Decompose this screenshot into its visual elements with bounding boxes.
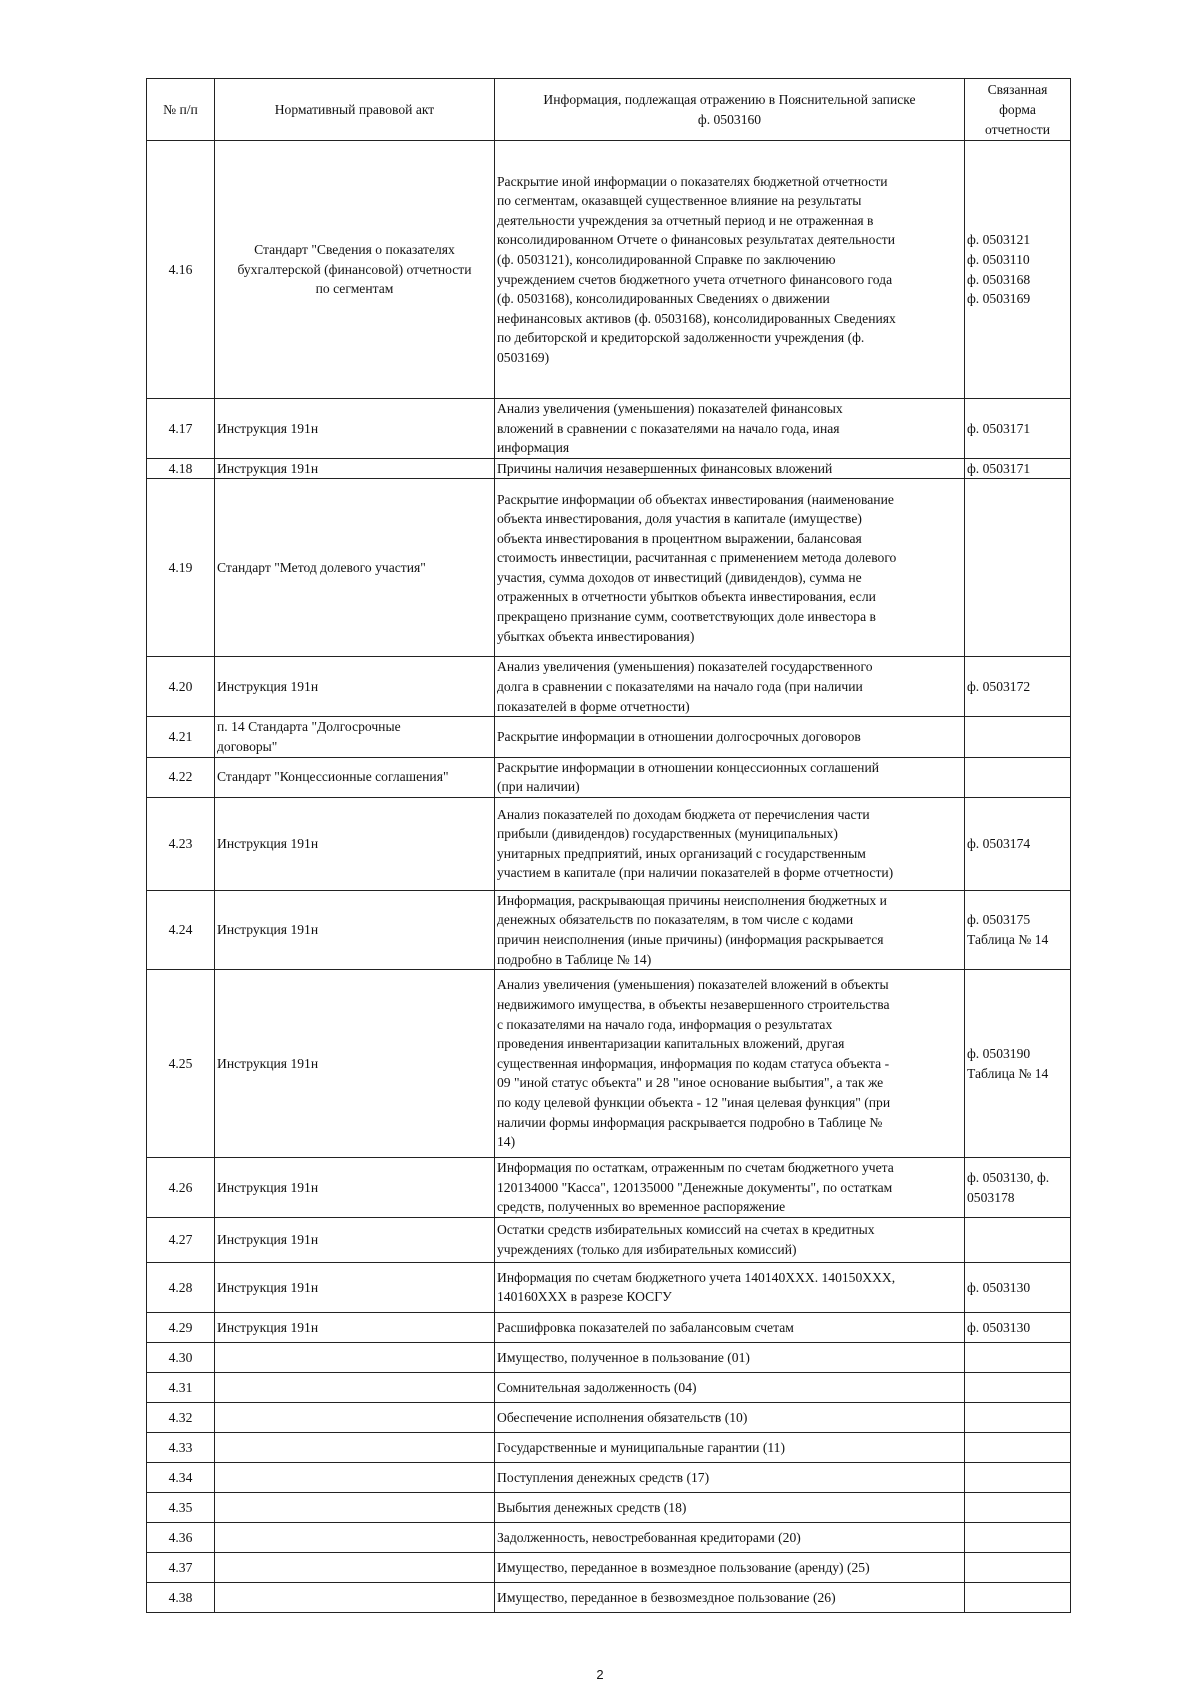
legal-act-cell [215, 399, 495, 459]
legal-act-cell [215, 1342, 495, 1372]
info-cell-line: существенная информация, информация по кодам статуса объекта - [497, 1055, 890, 1071]
related-form-cell [965, 1312, 1071, 1342]
table-header-row [147, 79, 1071, 141]
related-form-cell-line: ф. 0503168 [967, 271, 1031, 287]
info-cell-line: Имущество, переданное в возмездное пользование (аренду) (25) [497, 1559, 870, 1575]
related-form-cell [965, 797, 1071, 890]
info-cell-line: Анализ увеличения (уменьшения) показателей вложений в объекты [497, 977, 889, 993]
table-row [147, 458, 1071, 479]
legal-act-cell-line: Инструкция 191н [217, 460, 319, 476]
legal-act-cell [215, 1158, 495, 1218]
legal-act-cell-line: по сегментам [315, 281, 394, 297]
info-cell [495, 141, 965, 399]
legal-act-cell [215, 970, 495, 1158]
legal-act-cell [215, 1552, 495, 1582]
row-number: 4.27 [147, 1217, 215, 1262]
table-row [147, 1158, 1071, 1218]
related-form-cell [965, 1462, 1071, 1492]
table-row [147, 479, 1071, 657]
info-cell-line: наличии формы информация раскрывается подробно в Таблице № [497, 1114, 883, 1130]
table-row [147, 797, 1071, 890]
related-form-cell-line: ф. 0503121 [967, 232, 1031, 248]
related-form-cell [965, 757, 1071, 797]
info-cell-line: Имущество, переданное в безвозмездное пользование (26) [497, 1589, 836, 1605]
info-cell-line: Задолженность, невостребованная кредиторами (20) [497, 1529, 801, 1545]
info-cell-line: Расшифровка показателей по забалансовым счетам [497, 1319, 794, 1335]
info-cell-line: (ф. 0503121), консолидированной Справке по заключению [497, 251, 836, 267]
legal-act-cell-line: Инструкция 191н [217, 922, 319, 938]
legal-act-cell [215, 1262, 495, 1312]
related-form-cell-line: ф. 0503110 [967, 251, 1030, 267]
row-number: 4.34 [147, 1462, 215, 1492]
info-cell-line: 0503169) [497, 349, 550, 365]
info-cell-line: Информация по счетам бюджетного учета 140140ХХХ. 140150ХХХ, [497, 1269, 896, 1285]
related-form-cell [965, 1402, 1071, 1432]
info-cell-line: Раскрытие информации в отношении долгосрочных договоров [497, 729, 861, 745]
info-cell [495, 797, 965, 890]
info-cell [495, 1262, 965, 1312]
info-cell [495, 657, 965, 717]
related-form-cell [965, 1158, 1071, 1218]
legal-act-cell-line: Инструкция 191н [217, 835, 319, 851]
legal-act-cell [215, 797, 495, 890]
row-number: 4.18 [147, 458, 215, 479]
info-cell [495, 1402, 965, 1432]
legal-act-cell [215, 1522, 495, 1552]
row-number: 4.37 [147, 1552, 215, 1582]
related-form-cell [965, 399, 1071, 459]
row-number: 4.23 [147, 797, 215, 890]
info-cell-line: прекращено признание сумм, соответствующих доле инвестора в [497, 609, 876, 625]
legal-act-cell-line: Стандарт "Концессионные соглашения" [217, 769, 449, 785]
table-row [147, 717, 1071, 757]
row-number: 4.32 [147, 1402, 215, 1432]
related-form-cell-line: ф. 0503172 [967, 679, 1031, 695]
table-row [147, 757, 1071, 797]
info-cell-line: показателей в форме отчетности) [497, 698, 690, 714]
info-cell-line: убытках объекта инвестирования) [497, 628, 695, 644]
info-cell [495, 479, 965, 657]
related-form-cell-line: ф. 0503130 [967, 1319, 1031, 1335]
info-cell-line: денежных обязательств по показателям, в том числе с кодами [497, 912, 854, 928]
info-cell-line: долга в сравнении с показателями на начало года (при наличии [497, 679, 863, 695]
related-form-cell [965, 1217, 1071, 1262]
row-number: 4.16 [147, 141, 215, 399]
info-cell-line: 09 "иной статус объекта" и 28 "иное основание выбытия", а так же [497, 1075, 884, 1091]
related-form-cell-line: ф. 0503174 [967, 835, 1031, 851]
legal-act-cell-line: Стандарт "Сведения о показателях [254, 242, 455, 258]
legal-act-cell [215, 1432, 495, 1462]
table-row [147, 1262, 1071, 1312]
info-cell-line: прибыли (дивидендов) государственных (муниципальных) [497, 826, 838, 842]
related-form-cell [965, 1262, 1071, 1312]
info-cell-line: учреждениях (только для избирательных комиссий) [497, 1241, 797, 1257]
info-cell-line: Выбытия денежных средств (18) [497, 1499, 687, 1515]
info-cell-line: 140160ХХХ в разрезе КОСГУ [497, 1289, 672, 1305]
row-number: 4.35 [147, 1492, 215, 1522]
header-form [965, 79, 1071, 141]
table-row [147, 1582, 1071, 1612]
info-cell-line: Остатки средств избирательных комиссий на счетах в кредитных [497, 1222, 875, 1238]
table-body [147, 141, 1071, 1613]
related-form-cell [965, 1492, 1071, 1522]
info-cell-line: причин неисполнения (иные причины) (информация раскрывается [497, 931, 884, 947]
row-number: 4.36 [147, 1522, 215, 1552]
info-cell [495, 717, 965, 757]
table-row [147, 399, 1071, 459]
info-cell-line: (при наличии) [497, 779, 580, 795]
related-form-cell [965, 717, 1071, 757]
legal-act-cell [215, 1582, 495, 1612]
related-form-cell-line: 0503178 [967, 1189, 1015, 1205]
info-cell [495, 1582, 965, 1612]
info-cell [495, 1492, 965, 1522]
legal-act-cell [215, 1492, 495, 1522]
info-cell-line: Анализ показателей по доходам бюджета от перечисления части [497, 806, 870, 822]
info-cell-line: вложений в сравнении с показателями на начало года, иная [497, 420, 840, 436]
legal-act-cell-line: Инструкция 191н [217, 679, 319, 695]
legal-act-cell [215, 890, 495, 969]
related-form-cell [965, 890, 1071, 969]
row-number: 4.20 [147, 657, 215, 717]
legal-act-cell-line: Стандарт "Метод долевого участия" [217, 560, 426, 576]
legal-act-cell [215, 657, 495, 717]
info-cell-line: по дебиторской и кредиторской задолженности учреждения (ф. [497, 330, 865, 346]
row-number: 4.30 [147, 1342, 215, 1372]
table-row [147, 1492, 1071, 1522]
legal-act-cell [215, 717, 495, 757]
info-cell-line: объекта инвестирования в процентном выражении, балансовая [497, 530, 862, 546]
info-cell [495, 1312, 965, 1342]
related-form-cell [965, 1372, 1071, 1402]
info-cell [495, 1217, 965, 1262]
info-cell-line: Раскрытие информации об объектах инвестирования (наименование [497, 491, 894, 507]
row-number: 4.22 [147, 757, 215, 797]
header-info-line: ф. 0503160 [697, 111, 762, 127]
related-form-cell-line: ф. 0503130 [967, 1279, 1031, 1295]
info-cell-line: Анализ увеличения (уменьшения) показателей государственного [497, 659, 873, 675]
info-cell-line: проведения инвентаризации капитальных вложений, другая [497, 1036, 845, 1052]
header-info-line: Информация, подлежащая отражению в Пояснительной записке [543, 91, 916, 107]
table-row [147, 1552, 1071, 1582]
table-row [147, 970, 1071, 1158]
row-number: 4.25 [147, 970, 215, 1158]
info-cell-line: Обеспечение исполнения обязательств (10) [497, 1409, 748, 1425]
related-form-cell-line: ф. 0503175 [967, 912, 1031, 928]
row-number: 4.28 [147, 1262, 215, 1312]
info-cell [495, 1158, 965, 1218]
legal-act-cell [215, 1402, 495, 1432]
info-cell-line: с показателями на начало года, информация о результатах [497, 1016, 833, 1032]
info-cell-line: средств, полученных во временное распоряжение [497, 1199, 786, 1215]
info-cell-line: информация [497, 440, 570, 456]
info-cell [495, 757, 965, 797]
info-cell-line: недвижимого имущества, в объекты незавершенного строительства [497, 997, 890, 1013]
info-cell-line: 120134000 "Касса", 120135000 "Денежные документы", по остаткам [497, 1179, 893, 1195]
page-number: 2 [596, 1667, 604, 1682]
info-cell-line: по сегментам, оказавщей существенное влияние на результаты [497, 193, 862, 209]
related-form-cell-line: ф. 0503171 [967, 460, 1031, 476]
info-cell-line: по коду целевой функции объекта - 12 "иная целевая функция" (при [497, 1095, 891, 1111]
related-form-cell [965, 1552, 1071, 1582]
legal-act-cell-line: Инструкция 191н [217, 420, 319, 436]
related-form-cell [965, 479, 1071, 657]
info-cell-line: унитарных предприятий, иных организаций с государственным [497, 845, 866, 861]
info-cell-line: подробно в Таблице № 14) [497, 951, 652, 967]
table-row [147, 890, 1071, 969]
header-form-line: отчетности [984, 121, 1051, 137]
info-cell [495, 399, 965, 459]
legal-act-cell-line: Инструкция 191н [217, 1319, 319, 1335]
info-cell [495, 1552, 965, 1582]
legal-act-cell [215, 1462, 495, 1492]
row-number: 4.38 [147, 1582, 215, 1612]
legal-act-cell-line: Инструкция 191н [217, 1279, 319, 1295]
legal-act-cell [215, 141, 495, 399]
related-form-cell [965, 1432, 1071, 1462]
info-cell-line: Раскрытие иной информации о показателях бюджетной отчетности [497, 173, 888, 189]
related-form-cell-line: ф. 0503171 [967, 420, 1031, 436]
legal-act-cell-line: Инструкция 191н [217, 1232, 319, 1248]
table-row [147, 1432, 1071, 1462]
table-row [147, 657, 1071, 717]
related-form-cell [965, 1522, 1071, 1552]
info-cell-line: Раскрытие информации в отношении концессионных соглашений [497, 759, 879, 775]
info-cell-line: Информация, раскрывающая причины неисполнения бюджетных и [497, 892, 887, 908]
info-cell [495, 1342, 965, 1372]
related-form-cell [965, 141, 1071, 399]
legal-act-cell-line: п. 14 Стандарта "Долгосрочные [217, 719, 401, 735]
row-number: 4.33 [147, 1432, 215, 1462]
report-table [146, 78, 1071, 1613]
legal-act-cell [215, 479, 495, 657]
table-row [147, 141, 1071, 399]
legal-act-cell [215, 458, 495, 479]
info-cell-line: объекта инвестирования, доля участия в капитале (имуществе) [497, 511, 862, 527]
legal-act-cell-line: договоры" [217, 738, 278, 754]
related-form-cell-line: Таблица № 14 [967, 1065, 1049, 1081]
legal-act-cell-line: Инструкция 191н [217, 1179, 319, 1195]
info-cell-line: учреждением счетов бюджетного учета отчетного финансового года [497, 271, 893, 287]
related-form-cell [965, 458, 1071, 479]
info-cell-line: 14) [497, 1134, 516, 1150]
info-cell-line: Имущество, полученное в пользование (01) [497, 1349, 750, 1365]
info-cell-line: Причины наличия незавершенных финансовых вложений [497, 460, 833, 476]
table-row [147, 1217, 1071, 1262]
related-form-cell-line: Таблица № 14 [967, 931, 1049, 947]
info-cell [495, 1432, 965, 1462]
row-number: 4.21 [147, 717, 215, 757]
info-cell-line: стоимость инвестиции, расчитанная с применением метода долевого [497, 550, 897, 566]
related-form-cell-line: ф. 0503169 [967, 291, 1031, 307]
header-form-line: Связанная [987, 81, 1048, 97]
legal-act-cell [215, 1372, 495, 1402]
row-number: 4.29 [147, 1312, 215, 1342]
legal-act-cell [215, 1217, 495, 1262]
info-cell-line: Государственные и муниципальные гарантии (11) [497, 1439, 785, 1455]
header-form-line: форма [999, 101, 1036, 117]
info-cell-line: отраженных в отчетности убытков объекта инвестирования, если [497, 589, 876, 605]
table-row [147, 1462, 1071, 1492]
info-cell-line: Поступления денежных средств (17) [497, 1469, 710, 1485]
row-number: 4.31 [147, 1372, 215, 1402]
legal-act-cell-line: Инструкция 191н [217, 1055, 319, 1071]
related-form-cell [965, 1342, 1071, 1372]
info-cell-line: консолидированном Отчете о финансовых результатах деятельности [497, 232, 895, 248]
info-cell [495, 1462, 965, 1492]
info-cell-line: Сомнительная задолженность (04) [497, 1379, 697, 1395]
info-cell [495, 458, 965, 479]
row-number: 4.24 [147, 890, 215, 969]
row-number: 4.26 [147, 1158, 215, 1218]
related-form-cell-line: ф. 0503130, ф. [967, 1169, 1050, 1185]
related-form-cell [965, 1582, 1071, 1612]
info-cell-line: деятельности учреждения за отчетный период и не отраженная в [497, 212, 874, 228]
info-cell [495, 890, 965, 969]
related-form-cell-line: ф. 0503190 [967, 1046, 1031, 1062]
table-row [147, 1372, 1071, 1402]
table-row [147, 1522, 1071, 1552]
related-form-cell [965, 970, 1071, 1158]
table-row [147, 1402, 1071, 1432]
legal-act-cell [215, 1312, 495, 1342]
legal-act-cell-line: бухгалтерской (финансовой) отчетности [237, 261, 472, 277]
info-cell [495, 1522, 965, 1552]
table-row [147, 1342, 1071, 1372]
row-number: 4.19 [147, 479, 215, 657]
header-act: Нормативный правовой акт [215, 79, 495, 141]
info-cell-line: нефинансовых активов (ф. 0503168), консолидированных Сведениях [497, 310, 896, 326]
table-row [147, 1312, 1071, 1342]
row-number: 4.17 [147, 399, 215, 459]
info-cell-line: (ф. 0503168), консолидированных Сведениях о движении [497, 291, 830, 307]
info-cell-line: Информация по остаткам, отраженным по счетам бюджетного учета [497, 1160, 894, 1176]
header-info [495, 79, 965, 141]
info-cell-line: участия, сумма доходов от инвестиций (дивидендов), сумма не [497, 569, 862, 585]
info-cell-line: Анализ увеличения (уменьшения) показателей финансовых [497, 401, 843, 416]
info-cell-line: участием в капитале (при наличии показателей в форме отчетности) [497, 865, 894, 881]
info-cell [495, 1372, 965, 1402]
related-form-cell [965, 657, 1071, 717]
info-cell [495, 970, 965, 1158]
header-num: № п/п [147, 79, 215, 141]
legal-act-cell [215, 757, 495, 797]
